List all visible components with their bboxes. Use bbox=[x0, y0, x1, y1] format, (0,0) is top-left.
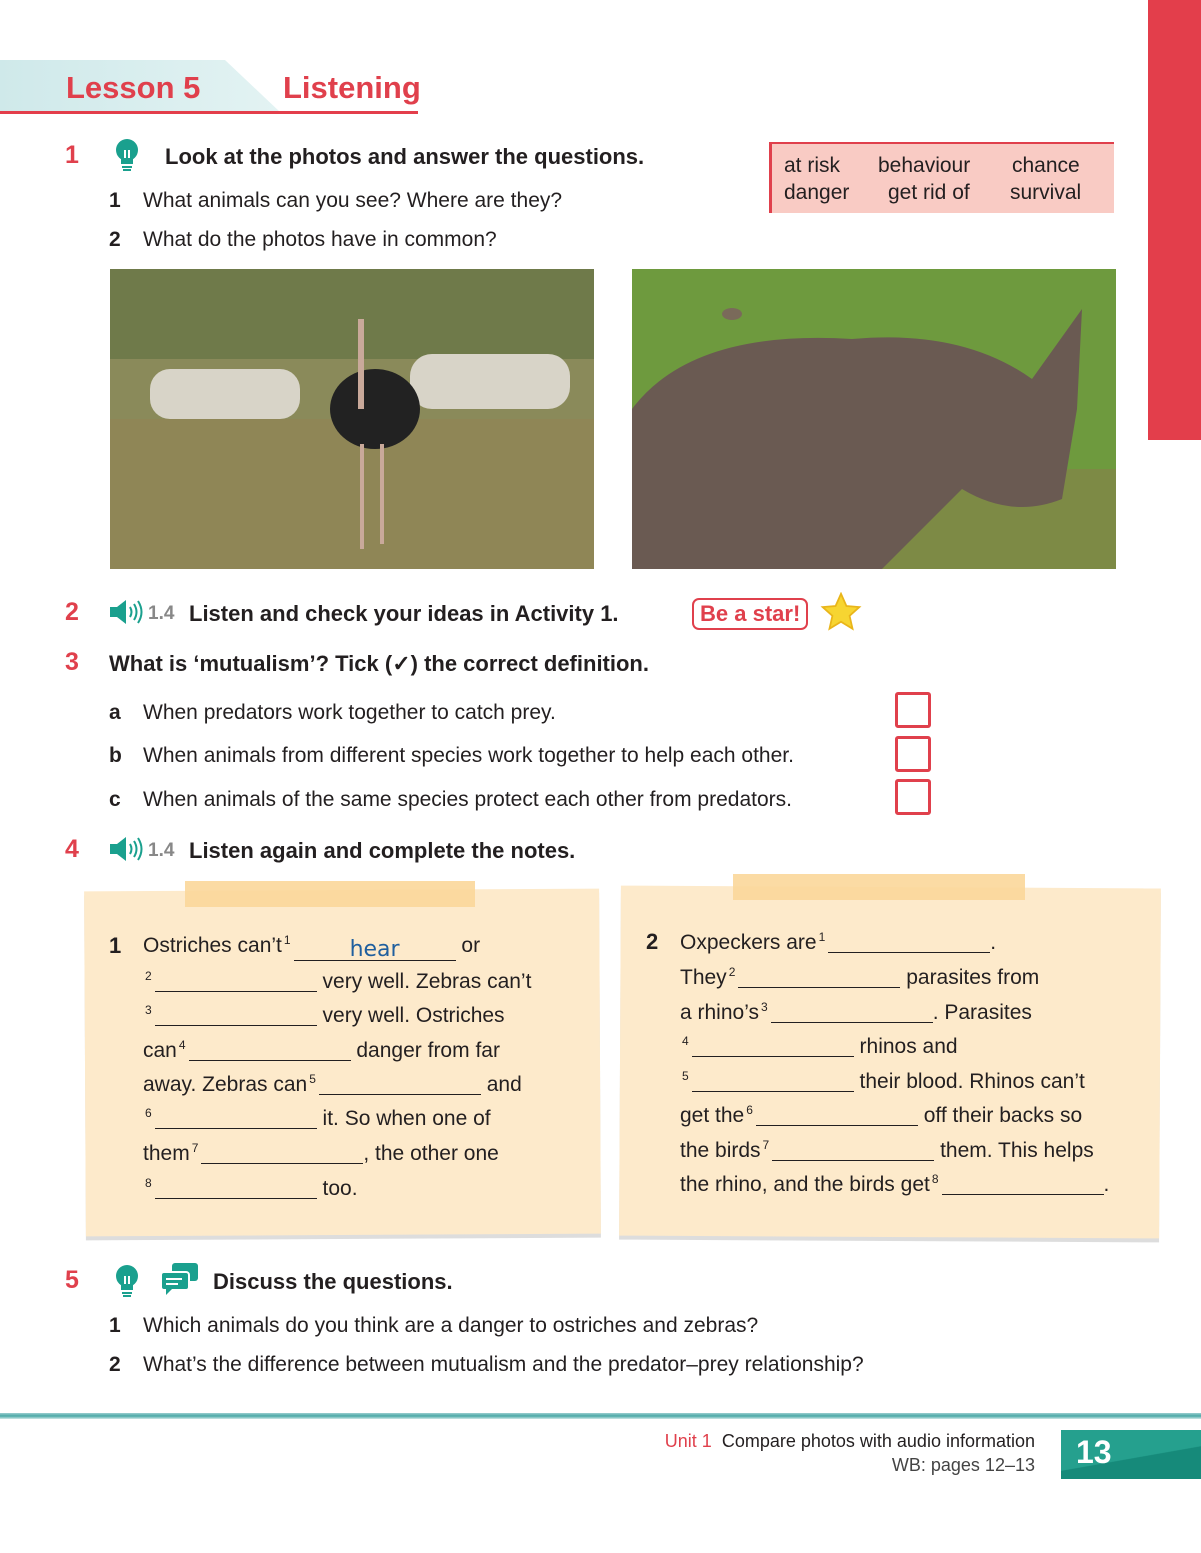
gap-number: 3 bbox=[145, 1003, 152, 1017]
gap-blank-7[interactable] bbox=[201, 1140, 363, 1164]
unit-side-tab bbox=[1148, 0, 1201, 440]
activity-instruction: Listen again and complete the notes. bbox=[189, 838, 576, 863]
tick-box-a[interactable] bbox=[895, 692, 931, 728]
gap-blank-4[interactable] bbox=[189, 1037, 351, 1061]
note-line bbox=[680, 1137, 1094, 1163]
word: danger bbox=[784, 181, 850, 204]
lightbulb-icon bbox=[114, 138, 140, 172]
gap-number: 3 bbox=[761, 1000, 768, 1014]
audio-icon[interactable] bbox=[108, 598, 144, 626]
activity-instruction: Look at the photos and answer the questions. bbox=[165, 144, 645, 169]
gap-blank-5[interactable] bbox=[319, 1071, 481, 1095]
page-number: 13 bbox=[1061, 1430, 1201, 1479]
note-text: it. So when one of bbox=[316, 1107, 491, 1130]
gap-blank-8[interactable] bbox=[155, 1175, 317, 1199]
activity-instruction: What is ‘mutualism’? Tick (✓) the correct definition. bbox=[109, 651, 649, 676]
note-text: the birds bbox=[680, 1139, 761, 1162]
note-number: 1 bbox=[109, 933, 122, 958]
activity-instruction: Listen and check your ideas in Activity 1. bbox=[189, 601, 619, 626]
be-a-star-badge: Be a star! bbox=[692, 598, 808, 630]
note-text: can bbox=[143, 1039, 177, 1062]
gap-number: 6 bbox=[145, 1106, 152, 1120]
footer-unit-line: Unit 1 Compare photos with audio information bbox=[664, 1431, 1035, 1451]
note-line bbox=[680, 1033, 958, 1059]
question-item: 2 What do the photos have in common? bbox=[109, 228, 497, 251]
gap-blank-1[interactable] bbox=[828, 929, 990, 953]
gap-blank-7[interactable] bbox=[772, 1137, 934, 1161]
word: chance bbox=[1012, 154, 1080, 177]
note-line bbox=[143, 1071, 522, 1097]
tick-box-c[interactable] bbox=[895, 779, 931, 815]
note-text: They bbox=[680, 966, 727, 989]
note-text: them. This helps bbox=[934, 1139, 1094, 1162]
note-line bbox=[143, 1140, 499, 1166]
note-text: a rhino’s bbox=[680, 1001, 759, 1024]
audio-icon[interactable] bbox=[108, 835, 144, 863]
gap-number: 1 bbox=[818, 930, 826, 944]
gap-number: 1 bbox=[283, 933, 291, 947]
note-text: Ostriches can’t bbox=[143, 934, 282, 957]
gap-number: 5 bbox=[309, 1072, 316, 1086]
star-icon bbox=[820, 592, 862, 634]
footer-workbook-ref: WB: pages 12–13 bbox=[891, 1455, 1035, 1475]
activity-instruction: Discuss the questions. bbox=[213, 1269, 453, 1294]
gap-blank-5[interactable] bbox=[692, 1068, 854, 1092]
note-text: get the bbox=[680, 1104, 745, 1127]
gap-blank-8[interactable] bbox=[942, 1171, 1104, 1195]
note-text: their blood. Rhinos can’t bbox=[853, 1070, 1085, 1093]
lesson-underline bbox=[0, 111, 418, 114]
gap-number: 4 bbox=[178, 1038, 186, 1052]
gap-blank-1[interactable]: hear bbox=[294, 937, 456, 961]
activity-number: 2 bbox=[65, 598, 79, 626]
option-item: b When animals from different species work together to help each other. bbox=[109, 744, 794, 767]
note-line bbox=[680, 1068, 1085, 1094]
word-box bbox=[769, 142, 1114, 213]
gap-number: 8 bbox=[145, 1176, 152, 1190]
note-text: them bbox=[143, 1142, 190, 1165]
lesson-number: Lesson 5 bbox=[66, 70, 201, 105]
gap-blank-6[interactable] bbox=[155, 1105, 317, 1129]
gap-number: 2 bbox=[145, 969, 152, 983]
question-item: 1 Which animals do you think are a danger to ostriches and zebras? bbox=[109, 1314, 759, 1337]
note-text: . Parasites bbox=[932, 1001, 1032, 1024]
note-text: very well. Zebras can’t bbox=[316, 970, 532, 993]
note-text: and bbox=[480, 1073, 522, 1096]
note-text: danger from far bbox=[350, 1039, 500, 1062]
note-text: parasites from bbox=[900, 966, 1040, 989]
gap-number: 6 bbox=[746, 1103, 753, 1117]
word: get rid of bbox=[888, 181, 970, 204]
note-text: . bbox=[1103, 1173, 1110, 1196]
rhino-photo bbox=[632, 269, 1116, 569]
gap-number: 7 bbox=[191, 1141, 199, 1155]
zebras-ostrich-photo bbox=[110, 269, 594, 569]
footer-divider bbox=[0, 1413, 1201, 1419]
track-number: 1.4 bbox=[148, 840, 175, 861]
note-text: very well. Ostriches bbox=[316, 1004, 505, 1027]
gap-blank-6[interactable] bbox=[756, 1102, 918, 1126]
note-line bbox=[143, 1037, 500, 1063]
note-text: away. Zebras can bbox=[143, 1073, 308, 1096]
note-text: rhinos and bbox=[853, 1035, 958, 1058]
gap-blank-2[interactable] bbox=[155, 968, 317, 992]
speech-bubbles-icon bbox=[160, 1262, 200, 1296]
note-text: off their backs so bbox=[917, 1104, 1083, 1127]
note-line bbox=[143, 968, 531, 994]
note-text: . bbox=[990, 931, 997, 954]
note-line bbox=[680, 964, 1039, 990]
gap-blank-2[interactable] bbox=[738, 964, 900, 988]
note-line bbox=[143, 1105, 491, 1131]
note-text: too. bbox=[316, 1177, 358, 1200]
word: behaviour bbox=[878, 154, 971, 177]
gap-blank-3[interactable] bbox=[155, 1002, 317, 1026]
activity-number: 4 bbox=[65, 835, 79, 863]
note-line bbox=[143, 933, 480, 961]
note-line bbox=[680, 999, 1032, 1025]
activity-number: 1 bbox=[65, 141, 79, 169]
gap-blank-3[interactable] bbox=[771, 999, 933, 1023]
word: survival bbox=[1010, 181, 1082, 204]
activity-number: 3 bbox=[65, 648, 79, 676]
gap-number: 2 bbox=[728, 965, 736, 979]
note-line bbox=[680, 1102, 1082, 1128]
tape bbox=[733, 874, 1025, 900]
activity-number: 5 bbox=[65, 1266, 79, 1294]
gap-number: 7 bbox=[762, 1138, 770, 1152]
note-text: the rhino, and the birds get bbox=[680, 1173, 930, 1196]
gap-number: 5 bbox=[682, 1069, 689, 1083]
question-item: 2 What’s the difference between mutualism and the predator–prey relationship? bbox=[109, 1353, 864, 1376]
note-text: Oxpeckers are bbox=[680, 931, 817, 954]
lesson-section: Listening bbox=[283, 70, 421, 105]
note-line bbox=[143, 1002, 505, 1028]
note-number: 2 bbox=[646, 929, 659, 954]
lightbulb-icon bbox=[114, 1264, 140, 1298]
tape bbox=[185, 881, 475, 907]
note-line bbox=[680, 929, 996, 955]
option-item: c When animals of the same species protect each other from predators. bbox=[109, 788, 792, 811]
track-number: 1.4 bbox=[148, 603, 175, 624]
tick-box-b[interactable] bbox=[895, 736, 931, 772]
note-text: , the other one bbox=[363, 1142, 499, 1165]
gap-blank-4[interactable] bbox=[692, 1033, 854, 1057]
option-item: a When predators work together to catch prey. bbox=[109, 701, 556, 724]
question-item: 1 What animals can you see? Where are they? bbox=[109, 189, 563, 212]
gap-number: 8 bbox=[931, 1172, 939, 1186]
note-line bbox=[143, 1175, 358, 1201]
note-line bbox=[680, 1171, 1109, 1197]
word: at risk bbox=[784, 154, 841, 177]
note-text: or bbox=[455, 934, 481, 957]
gap-number: 4 bbox=[682, 1034, 689, 1048]
